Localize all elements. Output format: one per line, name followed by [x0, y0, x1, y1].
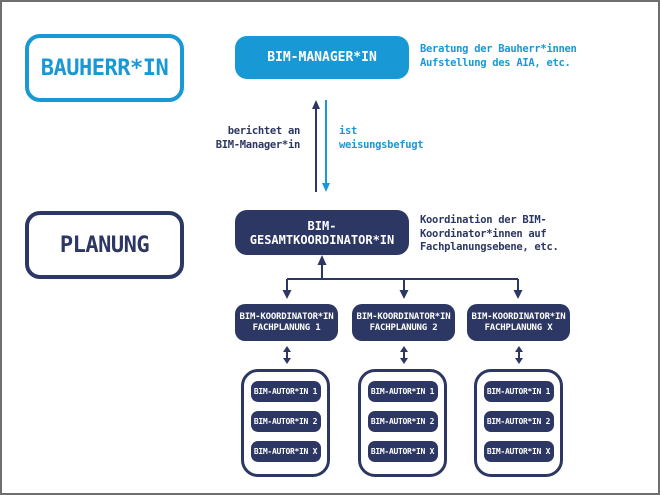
reporting-authority-arrows-icon: [308, 100, 336, 192]
manager-note-line1: Beratung der Bauherr*innen: [420, 43, 577, 55]
bim-gesamtkoordinator-box: [235, 210, 409, 255]
koordinator3-label-line1: BIM-KOORDINATOR*IN: [471, 311, 566, 322]
bim-autor-chip: BIM-AUTOR*IN 1: [368, 381, 438, 402]
bim-koordinator-fachplanung-1-box: [235, 304, 338, 341]
koordinator1-label-line2: FACHPLANUNG 1: [252, 322, 321, 333]
author-group-1: [241, 369, 330, 477]
authority-line1: ist: [339, 125, 358, 137]
authority-line2: weisungsbefugt: [339, 138, 424, 151]
bauherr-label: BAUHERR*IN: [40, 55, 169, 81]
koordinator1-label-line1: BIM-KOORDINATOR*IN: [239, 311, 334, 322]
bim-autor-chip: BIM-AUTOR*IN 2: [368, 411, 438, 432]
gesamtkoordinator-note: [420, 214, 559, 255]
gesamtkoordinator-note-line1: Koordination der BIM-: [420, 214, 547, 226]
bim-autor-chip: BIM-AUTOR*IN X: [251, 441, 321, 462]
author-group-3: [474, 369, 563, 477]
gesamtkoordinator-note-line2: Koordinator*innen auf: [420, 227, 547, 240]
bim-koordinator-fachplanung-2-box: [352, 304, 455, 341]
bim-autor-chip: BIM-AUTOR*IN 2: [251, 411, 321, 432]
bim-autor-chip: BIM-AUTOR*IN X: [484, 441, 554, 462]
bim-autor-chip: BIM-AUTOR*IN X: [368, 441, 438, 462]
bim-manager-box: [235, 36, 409, 79]
bauherr-box: [25, 34, 184, 102]
planung-box: [25, 211, 184, 279]
author-group-2: [358, 369, 447, 477]
reports-to-label: [172, 125, 300, 152]
gesamtkoordinator-note-line3: Fachplanungsebene, etc.: [420, 241, 559, 253]
bim-autor-chip: BIM-AUTOR*IN 1: [251, 381, 321, 402]
manager-note-line2: Aufstellung des AIA, etc.: [420, 56, 571, 69]
planung-label: PLANUNG: [59, 232, 150, 258]
bim-autor-chip: BIM-AUTOR*IN 2: [484, 411, 554, 432]
bim-autor-chip: BIM-AUTOR*IN 1: [484, 381, 554, 402]
koordinator2-label-line2: FACHPLANUNG 2: [369, 322, 438, 333]
gesamtkoordinator-label-line2: GESAMTKOORDINATOR*IN: [249, 232, 395, 247]
manager-note: [420, 43, 577, 70]
double-arrow-icon: [398, 346, 410, 364]
reports-to-line1: berichtet an: [227, 125, 300, 137]
koordinator2-label-line1: BIM-KOORDINATOR*IN: [356, 311, 451, 322]
gesamtkoordinator-label-line1: BIM-: [307, 218, 337, 233]
double-arrow-icon: [281, 346, 293, 364]
hierarchy-connector-icon: [235, 252, 575, 302]
koordinator3-label-line2: FACHPLANUNG X: [484, 322, 553, 333]
reports-to-line2: BIM-Manager*in: [215, 138, 300, 151]
authority-label: [339, 125, 423, 152]
double-arrow-icon: [513, 346, 525, 364]
bim-koordinator-fachplanung-x-box: [467, 304, 570, 341]
bim-manager-label: BIM-MANAGER*IN: [267, 50, 377, 65]
